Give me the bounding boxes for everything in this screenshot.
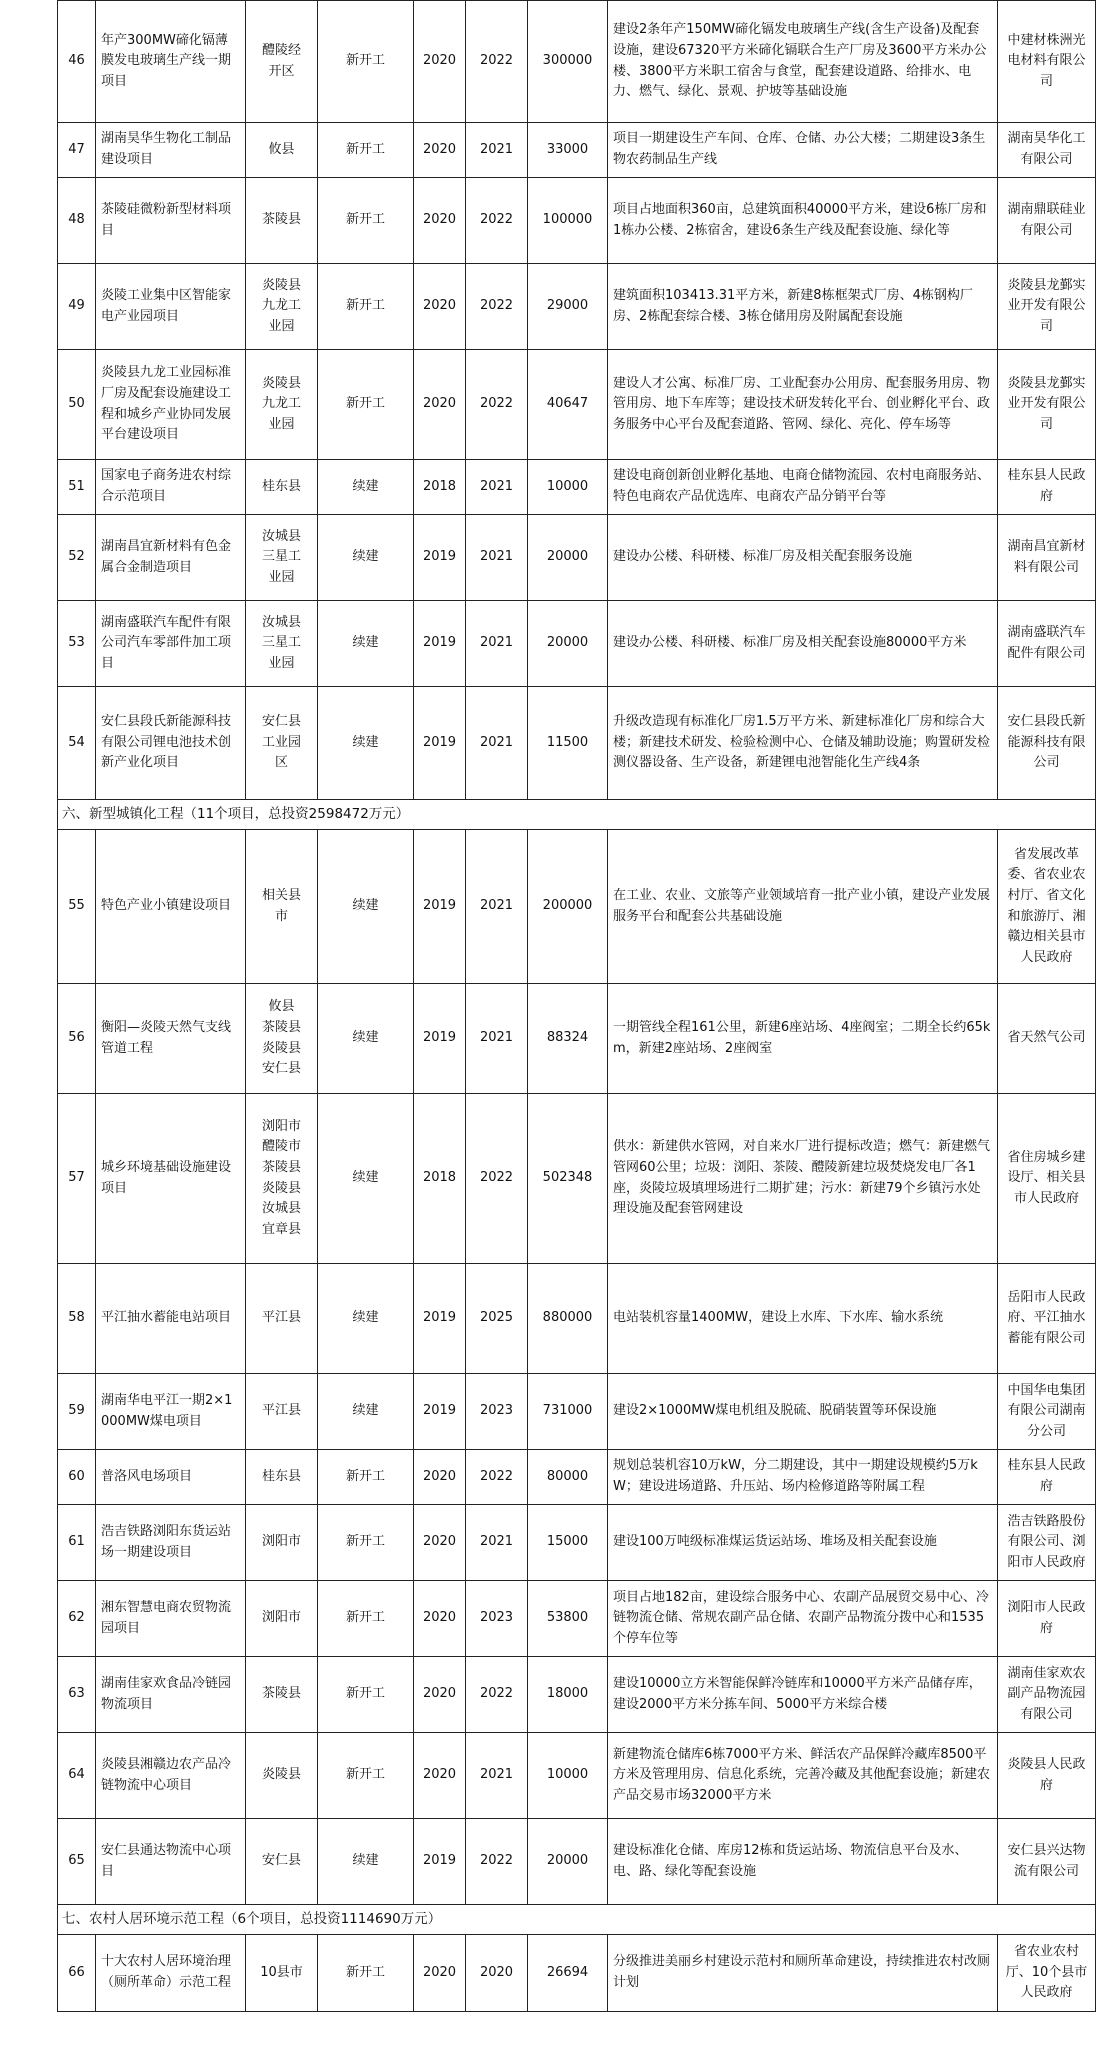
location-line: 九龙工 — [261, 298, 301, 314]
project-location — [246, 1935, 318, 2012]
location-line: 茶陵县 — [261, 1686, 301, 1702]
project-name: 湖南昌宜新材料有色金属合金制造项目 — [96, 515, 246, 601]
project-status: 新开工 — [318, 1, 414, 123]
project-name: 安仁县段氏新能源科技有限公司锂电池技术创新产业化项目 — [96, 687, 246, 800]
project-number: 49 — [58, 264, 96, 350]
project-number: 64 — [58, 1733, 96, 1819]
construction-content: 项目一期建设生产车间、仓库、仓储、办公大楼；二期建设3条生物农药制品生产线 — [608, 123, 998, 178]
project-location — [246, 123, 318, 178]
start-year: 2020 — [414, 350, 466, 460]
investment-amount: 20000 — [528, 601, 608, 687]
investment-amount: 11500 — [528, 687, 608, 800]
table-row — [58, 1, 1096, 123]
project-name: 湖南盛联汽车配件有限公司汽车零部件加工项目 — [96, 601, 246, 687]
investment-amount: 33000 — [528, 123, 608, 178]
construction-content: 建筑面积103413.31平方米，新建8栋框架式厂房、4栋钢构厂房、2栋配套综合楼、3栋仓储用房及附属配套设施 — [608, 264, 998, 350]
investment-amount: 40647 — [528, 350, 608, 460]
project-status: 新开工 — [318, 1657, 414, 1733]
section-header-row — [58, 800, 1096, 830]
responsible-unit: 桂东县人民政府 — [998, 1450, 1096, 1505]
location-line: 炎陵县 — [261, 1040, 301, 1056]
project-name: 国家电子商务进农村综合示范项目 — [96, 460, 246, 515]
project-number: 48 — [58, 178, 96, 264]
project-status: 续建 — [318, 1819, 414, 1905]
table-row — [58, 984, 1096, 1094]
responsible-unit: 中建材株洲光电材料有限公司 — [998, 1, 1096, 123]
construction-content: 建设电商创新创业孵化基地、电商仓储物流园、农村电商服务站、特色电商农产品优选库、电商农产品分销平台等 — [608, 460, 998, 515]
location-line: 区 — [274, 755, 288, 771]
table-row — [58, 1264, 1096, 1374]
start-year: 2020 — [414, 264, 466, 350]
responsible-unit: 湖南鼎联硅业有限公司 — [998, 178, 1096, 264]
location-line: 攸县 — [268, 141, 295, 157]
location-line: 汝城县 — [261, 614, 301, 630]
project-status: 新开工 — [318, 350, 414, 460]
project-status: 续建 — [318, 1374, 414, 1450]
construction-content: 建设人才公寓、标准厂房、工业配套办公用房、配套服务用房、物管用房、地下车库等；建设技术研发转化平台、创业孵化平台、政务服务中心平台及配套道路、管网、绿化、亮化、停车场等 — [608, 350, 998, 460]
project-status: 续建 — [318, 1264, 414, 1374]
location-line: 炎陵县 — [261, 1180, 301, 1196]
table-row — [58, 1505, 1096, 1581]
project-name: 年产300MW碲化镉薄膜发电玻璃生产线一期项目 — [96, 1, 246, 123]
responsible-unit: 湖南盛联汽车配件有限公司 — [998, 601, 1096, 687]
project-name: 湖南昊华生物化工制品建设项目 — [96, 123, 246, 178]
project-number: 47 — [58, 123, 96, 178]
end-year: 2022 — [466, 1094, 528, 1264]
responsible-unit: 安仁县兴达物流有限公司 — [998, 1819, 1096, 1905]
project-number: 53 — [58, 601, 96, 687]
project-location — [246, 515, 318, 601]
project-location — [246, 1450, 318, 1505]
project-status: 新开工 — [318, 264, 414, 350]
location-line: 汝城县 — [261, 1201, 301, 1217]
project-name: 湖南佳家欢食品冷链园物流项目 — [96, 1657, 246, 1733]
project-location — [246, 460, 318, 515]
start-year: 2020 — [414, 1505, 466, 1581]
investment-amount: 502348 — [528, 1094, 608, 1264]
project-location — [246, 264, 318, 350]
investment-amount: 18000 — [528, 1657, 608, 1733]
start-year: 2019 — [414, 515, 466, 601]
location-line: 九龙工 — [261, 396, 301, 412]
start-year: 2019 — [414, 687, 466, 800]
responsible-unit: 湖南昊华化工有限公司 — [998, 123, 1096, 178]
responsible-unit: 省发展改革委、省农业农村厅、省文化和旅游厅、湘赣边相关县市人民政府 — [998, 830, 1096, 984]
responsible-unit: 浩吉铁路股份有限公司、浏阳市人民政府 — [998, 1505, 1096, 1581]
table-row — [58, 1819, 1096, 1905]
investment-amount: 26694 — [528, 1935, 608, 2012]
responsible-unit: 中国华电集团有限公司湖南分公司 — [998, 1374, 1096, 1450]
project-number: 54 — [58, 687, 96, 800]
project-location — [246, 1581, 318, 1657]
investment-amount: 10000 — [528, 460, 608, 515]
project-status: 续建 — [318, 515, 414, 601]
project-location — [246, 601, 318, 687]
project-status: 新开工 — [318, 1505, 414, 1581]
project-location — [246, 178, 318, 264]
end-year: 2021 — [466, 123, 528, 178]
construction-content: 建设2条年产150MW碲化镉发电玻璃生产线(含生产设备)及配套设施，建设67320平方米碲化镉联合生产厂房及3600平方米办公楼、3800平方米职工宿舍与食堂，配套建设道路、给排水、电力、燃气、绿化、景观、护坡等基础设施 — [608, 1, 998, 123]
location-line: 业园 — [268, 569, 295, 585]
location-line: 10县市 — [260, 1964, 303, 1980]
project-number: 58 — [58, 1264, 96, 1374]
project-status: 新开工 — [318, 1450, 414, 1505]
table-row — [58, 1450, 1096, 1505]
investment-amount: 80000 — [528, 1450, 608, 1505]
end-year: 2022 — [466, 1657, 528, 1733]
construction-content: 项目占地面积360亩，总建筑面积40000平方米，建设6栋厂房和1栋办公楼、2栋宿舍，建设6条生产线及配套设施、绿化等 — [608, 178, 998, 264]
project-number: 55 — [58, 830, 96, 984]
location-line: 浏阳市 — [261, 1610, 301, 1626]
construction-content: 电站装机容量1400MW，建设上水库、下水库、输水系统 — [608, 1264, 998, 1374]
project-location — [246, 984, 318, 1094]
location-line: 三星工 — [261, 549, 301, 565]
project-number: 52 — [58, 515, 96, 601]
location-line: 茶陵县 — [261, 1159, 301, 1175]
project-status: 新开工 — [318, 178, 414, 264]
responsible-unit: 湖南昌宜新材料有限公司 — [998, 515, 1096, 601]
investment-amount: 53800 — [528, 1581, 608, 1657]
location-line: 醴陵市 — [261, 1139, 301, 1155]
location-line: 三星工 — [261, 635, 301, 651]
construction-content: 项目占地182亩，建设综合服务中心、农副产品展贸交易中心、冷链物流仓储、常规农副产品仓储、农副产品物流分拨中心和1535个停车位等 — [608, 1581, 998, 1657]
project-location — [246, 350, 318, 460]
location-line: 桂东县 — [261, 1468, 301, 1484]
project-status: 续建 — [318, 687, 414, 800]
start-year: 2019 — [414, 984, 466, 1094]
location-line: 工业园 — [261, 734, 301, 750]
project-number: 51 — [58, 460, 96, 515]
project-status: 续建 — [318, 601, 414, 687]
construction-content: 建设标准化仓储、库房12栋和货运站场、物流信息平台及水、电、路、绿化等配套设施 — [608, 1819, 998, 1905]
table-row — [58, 1935, 1096, 2012]
table-row — [58, 515, 1096, 601]
start-year: 2019 — [414, 1819, 466, 1905]
table-body — [58, 1, 1096, 2012]
start-year: 2019 — [414, 830, 466, 984]
table-row — [58, 1657, 1096, 1733]
construction-content: 规划总装机容10万kW，分二期建设，其中一期建设规模约5万kW；建设进场道路、升压站、场内检修道路等附属工程 — [608, 1450, 998, 1505]
table-row — [58, 264, 1096, 350]
end-year: 2021 — [466, 1733, 528, 1819]
location-line: 炎陵县 — [261, 277, 301, 293]
project-status: 续建 — [318, 830, 414, 984]
investment-amount: 731000 — [528, 1374, 608, 1450]
project-name: 浩吉铁路浏阳东货运站场一期建设项目 — [96, 1505, 246, 1581]
responsible-unit: 炎陵县人民政府 — [998, 1733, 1096, 1819]
project-table — [57, 0, 1096, 2012]
construction-content: 建设2×1000MW煤电机组及脱硫、脱硝装置等环保设施 — [608, 1374, 998, 1450]
start-year: 2020 — [414, 1733, 466, 1819]
location-line: 攸县 — [268, 999, 295, 1015]
project-location — [246, 1505, 318, 1581]
investment-amount: 200000 — [528, 830, 608, 984]
construction-content: 新建物流仓储库6栋7000平方米、鲜活农产品保鲜冷藏库8500平方米及管理用房、信息化系统，完善冷藏及其他配套设施；新建农产品交易市场32000平方米 — [608, 1733, 998, 1819]
table-row — [58, 123, 1096, 178]
table-row — [58, 178, 1096, 264]
project-location — [246, 830, 318, 984]
location-line: 相关县 — [261, 887, 301, 903]
start-year: 2019 — [414, 601, 466, 687]
location-line: 业园 — [268, 655, 295, 671]
table-row — [58, 460, 1096, 515]
location-line: 宜章县 — [261, 1221, 301, 1237]
start-year: 2018 — [414, 1094, 466, 1264]
table-row — [58, 350, 1096, 460]
location-line: 茶陵县 — [261, 212, 301, 228]
end-year: 2021 — [466, 1505, 528, 1581]
project-location — [246, 1, 318, 123]
investment-amount: 15000 — [528, 1505, 608, 1581]
project-name: 炎陵县湘赣边农产品冷链物流中心项目 — [96, 1733, 246, 1819]
project-name: 湘东智慧电商农贸物流园项目 — [96, 1581, 246, 1657]
investment-amount: 300000 — [528, 1, 608, 123]
project-name: 安仁县通达物流中心项目 — [96, 1819, 246, 1905]
responsible-unit: 省天然气公司 — [998, 984, 1096, 1094]
project-name: 茶陵硅微粉新型材料项目 — [96, 178, 246, 264]
responsible-unit: 安仁县段氏新能源科技有限公司 — [998, 687, 1096, 800]
location-line: 安仁县 — [261, 1061, 301, 1077]
project-number: 66 — [58, 1935, 96, 2012]
start-year: 2020 — [414, 1450, 466, 1505]
end-year: 2022 — [466, 264, 528, 350]
construction-content: 建设100万吨级标准煤运货运站场、堆场及相关配套设施 — [608, 1505, 998, 1581]
project-location — [246, 1657, 318, 1733]
section-title: 七、农村人居环境示范工程（6个项目，总投资1114690万元） — [58, 1905, 1096, 1935]
project-status: 新开工 — [318, 1935, 414, 2012]
end-year: 2025 — [466, 1264, 528, 1374]
project-number: 60 — [58, 1450, 96, 1505]
location-line: 浏阳市 — [261, 1118, 301, 1134]
construction-content: 建设10000立方米智能保鲜冷链库和10000平方米产品储存库，建设2000平方米分拣车间、5000平方米综合楼 — [608, 1657, 998, 1733]
project-number: 57 — [58, 1094, 96, 1264]
project-status: 新开工 — [318, 1581, 414, 1657]
location-line: 桂东县 — [261, 478, 301, 494]
project-name: 十大农村人居环境治理（厕所革命）示范工程 — [96, 1935, 246, 2012]
location-line: 平江县 — [261, 1403, 301, 1419]
location-line: 市 — [274, 908, 288, 924]
investment-amount: 29000 — [528, 264, 608, 350]
end-year: 2022 — [466, 1819, 528, 1905]
project-number: 65 — [58, 1819, 96, 1905]
project-number: 59 — [58, 1374, 96, 1450]
end-year: 2021 — [466, 515, 528, 601]
location-line: 炎陵县 — [261, 1767, 301, 1783]
location-line: 安仁县 — [261, 1853, 301, 1869]
project-name: 衡阳—炎陵天然气支线管道工程 — [96, 984, 246, 1094]
project-location — [246, 687, 318, 800]
location-line: 炎陵县 — [261, 375, 301, 391]
start-year: 2020 — [414, 123, 466, 178]
end-year: 2021 — [466, 460, 528, 515]
location-line: 浏阳市 — [261, 1534, 301, 1550]
table-row — [58, 687, 1096, 800]
project-location — [246, 1264, 318, 1374]
project-number: 62 — [58, 1581, 96, 1657]
location-line: 汝城县 — [261, 528, 301, 544]
project-name: 湖南华电平江一期2×1000MW煤电项目 — [96, 1374, 246, 1450]
project-location — [246, 1819, 318, 1905]
construction-content: 建设办公楼、科研楼、标准厂房及相关配套设施80000平方米 — [608, 601, 998, 687]
location-line: 开区 — [268, 63, 295, 79]
location-line: 业园 — [268, 416, 295, 432]
construction-content: 升级改造现有标准化厂房1.5万平方米、新建标准化厂房和综合大楼；新建技术研发、检验检测中心、仓储及辅助设施；购置研发检测仪器设备、生产设备，新建锂电池智能化生产线4条 — [608, 687, 998, 800]
project-number: 63 — [58, 1657, 96, 1733]
end-year: 2022 — [466, 1450, 528, 1505]
start-year: 2020 — [414, 1657, 466, 1733]
table-row — [58, 830, 1096, 984]
location-line: 茶陵县 — [261, 1019, 301, 1035]
start-year: 2019 — [414, 1374, 466, 1450]
end-year: 2023 — [466, 1374, 528, 1450]
construction-content: 一期管线全程161公里，新建6座站场、4座阀室；二期全长约65km，新建2座站场、2座阀室 — [608, 984, 998, 1094]
location-line: 平江县 — [261, 1310, 301, 1326]
end-year: 2021 — [466, 984, 528, 1094]
project-name: 城乡环境基础设施建设项目 — [96, 1094, 246, 1264]
project-location — [246, 1094, 318, 1264]
table-row — [58, 1733, 1096, 1819]
investment-amount: 20000 — [528, 1819, 608, 1905]
responsible-unit: 岳阳市人民政府、平江抽水蓄能有限公司 — [998, 1264, 1096, 1374]
project-name: 炎陵工业集中区智能家电产业园项目 — [96, 264, 246, 350]
end-year: 2022 — [466, 350, 528, 460]
project-number: 61 — [58, 1505, 96, 1581]
responsible-unit: 湖南佳家欢农副产品物流园有限公司 — [998, 1657, 1096, 1733]
project-number: 56 — [58, 984, 96, 1094]
start-year: 2020 — [414, 1581, 466, 1657]
table-row — [58, 1094, 1096, 1264]
end-year: 2020 — [466, 1935, 528, 2012]
investment-amount: 20000 — [528, 515, 608, 601]
construction-content: 建设办公楼、科研楼、标准厂房及相关配套服务设施 — [608, 515, 998, 601]
table-row — [58, 1374, 1096, 1450]
end-year: 2021 — [466, 687, 528, 800]
location-line: 安仁县 — [261, 714, 301, 730]
project-name: 特色产业小镇建设项目 — [96, 830, 246, 984]
investment-amount: 10000 — [528, 1733, 608, 1819]
start-year: 2019 — [414, 1264, 466, 1374]
project-status: 续建 — [318, 1094, 414, 1264]
project-status: 新开工 — [318, 123, 414, 178]
start-year: 2020 — [414, 1, 466, 123]
responsible-unit: 炎陵县龙鄞实业开发有限公司 — [998, 264, 1096, 350]
project-status: 新开工 — [318, 1733, 414, 1819]
project-name: 普洛风电场项目 — [96, 1450, 246, 1505]
start-year: 2020 — [414, 1935, 466, 2012]
project-name: 炎陵县九龙工业园标准厂房及配套设施建设工程和城乡产业协同发展平台建设项目 — [96, 350, 246, 460]
investment-amount: 88324 — [528, 984, 608, 1094]
end-year: 2022 — [466, 1, 528, 123]
construction-content: 在工业、农业、文旅等产业领域培育一批产业小镇，建设产业发展服务平台和配套公共基础设施 — [608, 830, 998, 984]
investment-amount: 880000 — [528, 1264, 608, 1374]
end-year: 2022 — [466, 178, 528, 264]
start-year: 2020 — [414, 178, 466, 264]
project-location — [246, 1374, 318, 1450]
start-year: 2018 — [414, 460, 466, 515]
end-year: 2023 — [466, 1581, 528, 1657]
table-row — [58, 601, 1096, 687]
project-number: 46 — [58, 1, 96, 123]
project-number: 50 — [58, 350, 96, 460]
end-year: 2021 — [466, 601, 528, 687]
responsible-unit: 浏阳市人民政府 — [998, 1581, 1096, 1657]
project-name: 平江抽水蓄能电站项目 — [96, 1264, 246, 1374]
investment-amount: 100000 — [528, 178, 608, 264]
table-row — [58, 1581, 1096, 1657]
location-line: 业园 — [268, 318, 295, 334]
responsible-unit: 桂东县人民政府 — [998, 460, 1096, 515]
responsible-unit: 省住房城乡建设厅、相关县市人民政府 — [998, 1094, 1096, 1264]
construction-content: 供水：新建供水管网，对自来水厂进行提标改造；燃气：新建燃气管网60公里；垃圾：浏阳、茶陵、醴陵新建垃圾焚烧发电厂各1座，炎陵垃圾填埋场进行二期扩建；污水：新建79个乡镇污水处理设施及配套管网建设 — [608, 1094, 998, 1264]
section-header-row — [58, 1905, 1096, 1935]
project-location — [246, 1733, 318, 1819]
construction-content: 分级推进美丽乡村建设示范村和厕所革命建设，持续推进农村改厕计划 — [608, 1935, 998, 2012]
project-status: 续建 — [318, 460, 414, 515]
location-line: 醴陵经 — [261, 42, 301, 58]
project-status: 续建 — [318, 984, 414, 1094]
end-year: 2021 — [466, 830, 528, 984]
responsible-unit: 省农业农村厅、10个县市人民政府 — [998, 1935, 1096, 2012]
section-title: 六、新型城镇化工程（11个项目，总投资2598472万元） — [58, 800, 1096, 830]
responsible-unit: 炎陵县龙鄞实业开发有限公司 — [998, 350, 1096, 460]
